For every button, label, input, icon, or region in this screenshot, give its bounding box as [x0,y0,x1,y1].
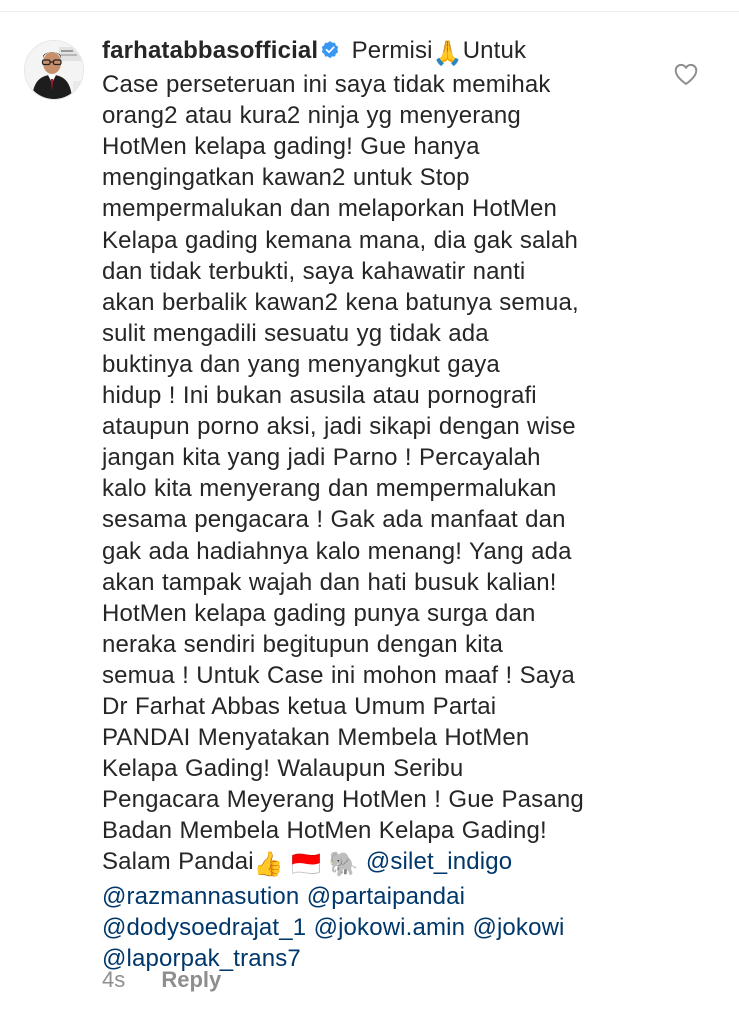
praying-hands-icon: 🙏 [432,40,463,67]
comment-line [102,846,662,880]
comment-line: buktinya dan yang menyangkut gaya [102,350,500,378]
comment-line: HotMen kelapa gading! Gue hanya [102,133,480,161]
comment-line: Pengacara Meyerang HotMen ! Gue Pasang [102,786,584,814]
comment-text-segment: Permisi [351,37,433,64]
comment-line: Kelapa gading kemana mana, dia gak salah [102,226,578,254]
elephant-icon: 🐘 [328,851,359,879]
comment-line: Badan Membela HotMen Kelapa Gading! [102,817,547,845]
comment-line [102,912,662,943]
reply-button[interactable]: Reply [161,967,222,992]
verified-badge-icon [320,40,340,60]
thumbs-up-icon: 👍 [253,851,284,879]
mention-link[interactable]: @dodysoedrajat_1 [102,913,307,941]
heart-icon [672,60,700,88]
comment-line: ataupun porno aksi, jadi sikapi dengan wise [102,413,576,441]
comment-line: mempermalukan dan melaporkan HotMen [102,195,557,223]
comment-line: mengingatkan kawan2 untuk Stop [102,164,470,192]
comment-line: sesama pengacara ! Gak ada manfaat dan [102,506,566,534]
comment-line: PANDAI Menyatakan Membela HotMen [102,724,530,752]
avatar-photo-icon [25,41,83,99]
comment-line: HotMen kelapa gading punya surga dan [102,599,536,627]
comment-meta [102,966,221,994]
comment-line: sulit mengadili sesuatu yg tidak ada [102,319,489,347]
comment-line: gak ada hadiahnya kalo menang! Yang ada [102,537,572,565]
comment-line: Dr Farhat Abbas ketua Umum Partai [102,692,497,720]
mention-link[interactable]: @partaipandai [306,882,466,910]
comment-line-1 [102,35,662,69]
timestamp: 4s [102,967,126,992]
comment-line: jangan kita yang jadi Parno ! Percayalah [102,444,541,472]
comment-text-segment: Salam Pandai [102,848,254,876]
comment-line: neraka sendiri begitupun dengan kita [102,630,504,658]
comment-line: hidup ! Ini bukan asusila atau pornografi [102,382,537,410]
mention-link[interactable]: @jokowi.amin [313,913,466,941]
mention-link[interactable]: @jokowi [472,913,565,941]
mention-link[interactable]: @laporpak_trans7 [102,944,301,972]
comment-line: orang2 atau kura2 ninja yg menyerang [102,102,521,130]
comment-line: Case perseteruan ini saya tidak memihak [102,71,551,99]
comment-line: akan berbalik kawan2 kena batunya semua, [102,288,579,316]
mention-link[interactable]: @razmannasution [102,882,300,910]
comment-line [102,881,662,912]
mention-link[interactable]: @silet_indigo [365,848,513,876]
comment-line: dan tidak terbukti, saya kahawatir nanti [102,257,526,285]
comment-line: kalo kita menyerang dan mempermalukan [102,475,557,503]
avatar[interactable] [24,40,84,100]
comment-line: semua ! Untuk Case ini mohon maaf ! Saya [102,661,575,689]
comment-text [102,35,662,974]
username-link[interactable]: farhatabbasofficial [102,37,319,64]
comment-line: akan tampak wajah dan hati busuk kalian! [102,568,557,596]
comment-line: Kelapa Gading! Walaupun Seribu [102,755,464,783]
comment-text-segment: Untuk [462,37,527,64]
indonesia-flag-icon: 🇮🇩 [291,851,322,879]
like-button[interactable] [672,60,700,88]
